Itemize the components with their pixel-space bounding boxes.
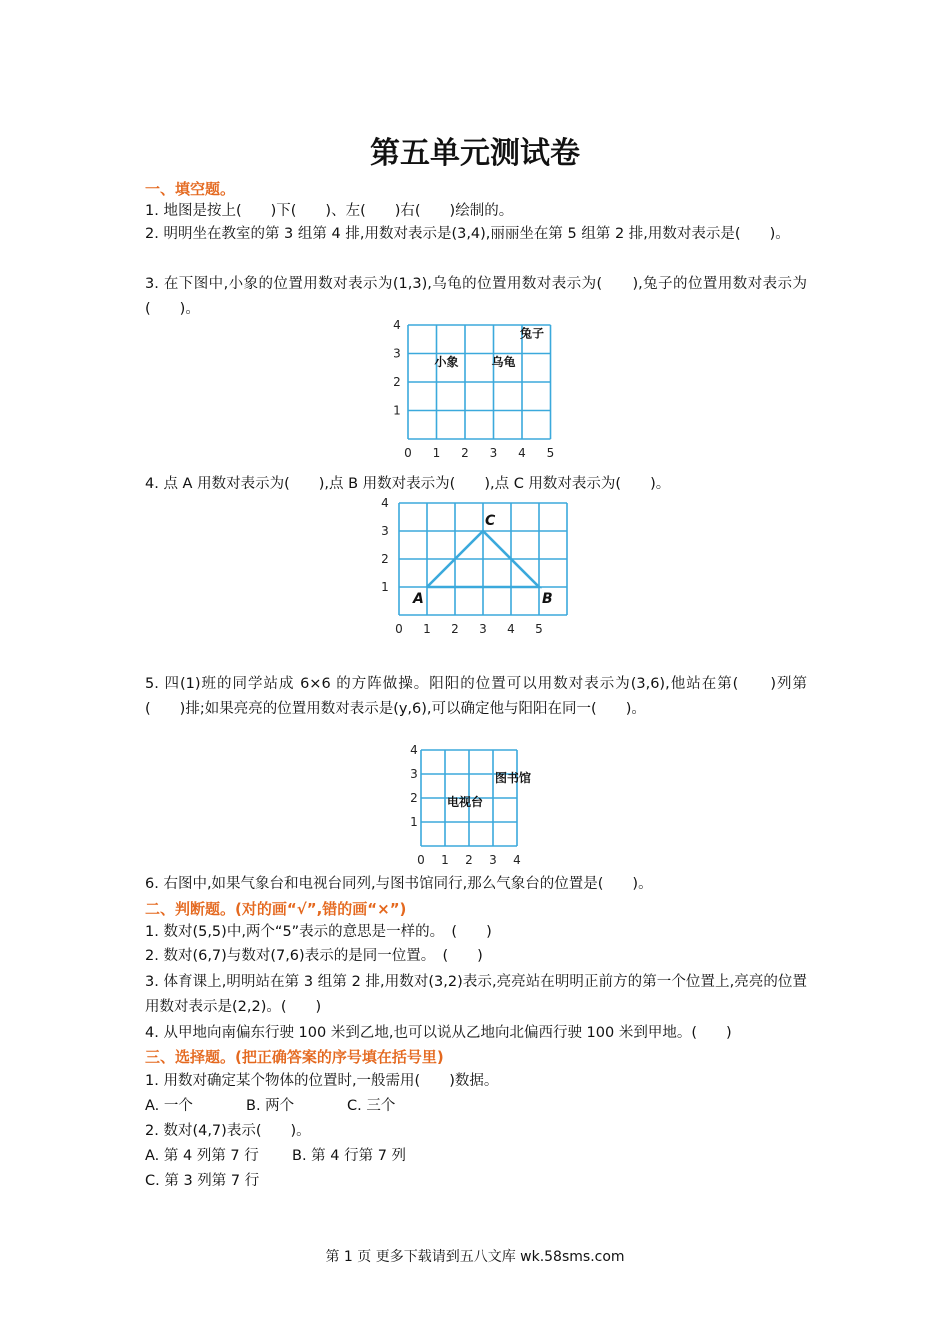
choice-question-1: 1. 用数对确定某个物体的位置时,一般需用( )数据。 [145,1073,499,1089]
x-tick-label: 4 [513,853,521,865]
fill-question-3: 3. 在下图中,小象的位置用数对表示为(1,3),乌龟的位置用数对表示为( ),兔子的位置用数对表示为( )。 [145,276,807,317]
x-tick-label: 3 [489,853,497,865]
y-tick-label: 1 [393,403,401,418]
point-label: C [485,513,496,529]
option-a: A. 一个 [145,1098,193,1114]
figure-grid-triangle [375,495,580,635]
x-tick-label: 0 [395,622,403,635]
point-label: A [413,591,424,607]
y-tick-label: 2 [410,791,418,805]
x-tick-label: 3 [479,622,487,635]
grid-label: 兔子 [520,326,545,341]
fill-question-4-text: 4. 点 A 用数对表示为( ),点 B 用数对表示为( ),点 C 用数对表示为( )。 [145,476,671,492]
grid-label: 电视台 [447,795,484,809]
option-c: C. 三个 [347,1098,396,1114]
x-tick-label: 5 [535,622,543,635]
y-tick-label: 1 [410,815,418,829]
fill-question-4 [145,474,670,494]
point-label: B [542,591,553,607]
x-tick-label: 2 [451,622,459,635]
fill-question-2: 2. 明明坐在教室的第 3 组第 4 排,用数对表示是(3,4),丽丽坐在第 5 组第 2 排,用数对表示是( )。 [145,226,790,242]
x-tick-label: 4 [507,622,515,635]
x-tick-label: 2 [461,446,469,460]
page-title: 第五单元测试卷 [370,136,580,171]
judge-question-2: 2. 数对(6,7)与数对(7,6)表示的是同一位置。 ( ) [145,948,483,964]
judge-question-1: 1. 数对(5,5)中,两个“5”表示的意思是一样的。 ( ) [145,924,492,940]
x-tick-label: 0 [417,853,425,865]
judge-question-4: 4. 从甲地向南偏东行驶 100 米到乙地,也可以说从乙地向北偏西行驶 100 米到甲地。( ) [145,1025,732,1041]
x-tick-label: 5 [546,446,555,460]
fill-question-5: 5. 四(1)班的同学站成 6×6 的方阵做操。阳阳的位置可以用数对表示为(3,6),他站在第( )列第( )排;如果亮亮的位置用数对表示是(y,6),可以确定他与阳阳在同一( )。 [145,676,807,717]
x-tick-label: 1 [441,853,449,865]
x-tick-label: 2 [465,853,473,865]
x-tick-label: 3 [489,446,498,460]
y-tick-label: 2 [393,375,401,389]
grid-label: 小象 [434,354,459,369]
grid-label: 乌龟 [491,354,516,369]
y-tick-label: 3 [410,767,418,781]
choice-question-1-options [145,1096,395,1116]
choice-question-2: 2. 数对(4,7)表示( )。 [145,1123,311,1139]
option-a: A. 第 4 列第 7 行 [145,1148,259,1164]
y-tick-label: 1 [381,580,389,594]
y-tick-label: 4 [393,318,401,332]
grid-lines [408,325,551,439]
grid-labels [435,325,545,369]
y-tick-label: 2 [381,552,389,566]
figure-grid-buildings [402,740,547,865]
x-tick-label: 4 [518,446,526,460]
y-tick-label: 4 [410,743,418,757]
section-choice-heading: 三、选择题。(把正确答案的序号填在括号里) [145,1048,444,1066]
y-tick-label: 4 [381,496,389,510]
option-b: B. 第 4 行第 7 列 [292,1148,407,1164]
judge-question-3: 3. 体育课上,明明站在第 3 组第 2 排,用数对(3,2)表示,亮亮站在明明正前方的第一个位置上,亮亮的位置用数对表示是(2,2)。( ) [145,974,807,1015]
x-tick-label: 1 [423,622,431,635]
x-tick-label: 0 [404,446,412,460]
fill-question-1: 1. 地图是按上( )下( )、左( )右( )绘制的。 [145,203,514,219]
section-fill-heading: 一、填空题。 [145,180,236,198]
choice-question-2-option-c: C. 第 3 列第 7 行 [145,1173,260,1189]
choice-question-2-options [145,1146,406,1166]
y-tick-label: 3 [393,346,401,361]
grid-labels [447,770,531,809]
section-judge-heading: 二、判断题。(对的画“√”,错的画“×”) [145,900,407,918]
fill-question-6: 6. 右图中,如果气象台和电视台同列,与图书馆同行,那么气象台的位置是( )。 [145,876,653,892]
figure-grid-animals [385,316,575,461]
y-tick-label: 3 [381,524,389,538]
page-footer: 第 1 页 更多下载请到五八文库 wk.58sms.com [325,1249,625,1265]
grid-label: 图书馆 [495,771,532,785]
option-b: B. 两个 [246,1098,295,1114]
x-tick-label: 1 [432,446,441,460]
